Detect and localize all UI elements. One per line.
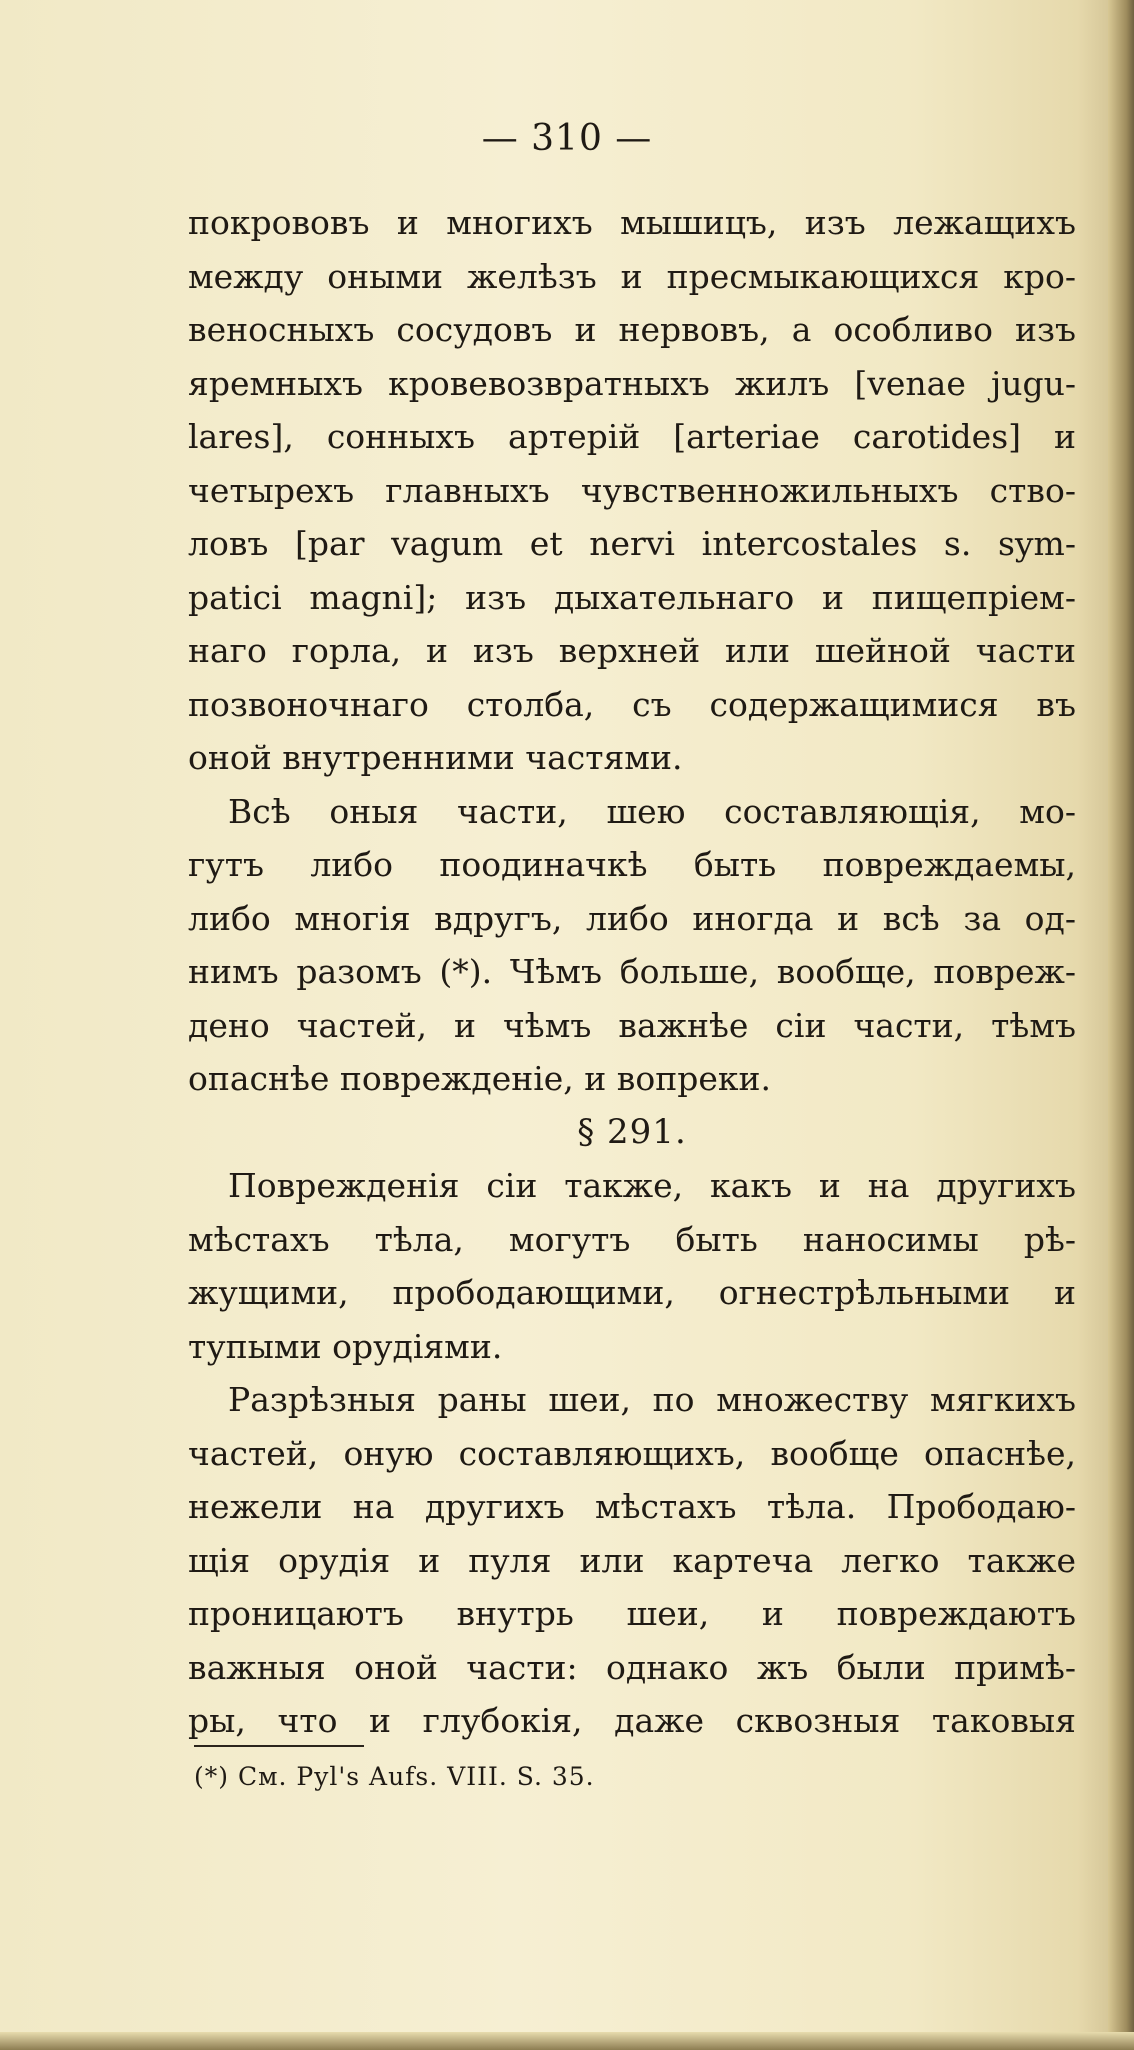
paragraph-3 <box>188 1159 1076 1373</box>
text-line: опаснѣе поврежденіе, и вопреки. <box>188 1059 771 1098</box>
text-line: lares], сонныхъ артерій [arteriae carotides] и <box>188 417 1076 456</box>
text-line: patici magni]; изъ дыхательнаго и пищепріем- <box>188 577 1076 617</box>
page-edge-right <box>1108 0 1134 2050</box>
text-line: Разрѣзныя раны шеи, по множеству мягкихъ <box>228 1380 1076 1419</box>
text-line: нимъ разомъ (*). Чѣмъ больше, вообще, повреж- <box>188 952 1076 991</box>
footnote: (*) См. Pyl's Aufs. VIII. S. 35. <box>194 1762 595 1791</box>
text-line: дено частей, и чѣмъ важнѣе сіи части, тѣмъ <box>188 1005 1076 1045</box>
text-line: Поврежденія сіи также, какъ и на другихъ <box>228 1166 1076 1205</box>
page-number: — 310 — <box>481 118 653 159</box>
text-line: жущими, прободающими, огнестрѣльными и <box>188 1273 1076 1312</box>
section-heading: § 291. <box>577 1111 687 1152</box>
text-line: Всѣ оныя части, шею составляющія, мо- <box>228 791 1076 831</box>
text-line: покрововъ и многихъ мышицъ, изъ лежащихъ <box>188 203 1076 242</box>
text-line: четырехъ главныхъ чувственножильныхъ ство- <box>188 470 1076 510</box>
text-line: мѣстахъ тѣла, могутъ быть наносимы рѣ- <box>188 1219 1076 1259</box>
text-line: частей, оную составляющихъ, вообще опаснѣе, <box>188 1433 1076 1473</box>
text-line: позвоночнаго столба, съ содержащимися въ <box>188 684 1076 724</box>
text-line: ловъ [par vagum et nervi intercostales s. sym- <box>188 524 1076 563</box>
text-line: проницаютъ внутрь шеи, и повреждаютъ <box>188 1594 1076 1633</box>
paragraph-2 <box>188 785 1076 1106</box>
text-line: ры, что и глубокія, даже сквозныя таковыя <box>188 1701 1076 1740</box>
text-line: щія орудія и пуля или картеча легко также <box>188 1540 1076 1580</box>
text-line: тупыми орудіями. <box>188 1326 503 1366</box>
text-line: оной внутренними частями. <box>188 738 683 777</box>
text-line: между оными желѣзъ и пресмыкающихся кро- <box>188 256 1076 296</box>
text-line: гутъ либо поодиначкѣ быть повреждаемы, <box>188 845 1076 884</box>
footnote-rule <box>194 1745 364 1747</box>
page-edge-bottom <box>0 2032 1134 2050</box>
text-line: яремныхъ кровевозвратныхъ жилъ [venae jugu- <box>188 363 1076 403</box>
body-text <box>188 196 1076 1748</box>
paragraph-1 <box>188 196 1076 785</box>
text-line: наго горла, и изъ верхней или шейной части <box>188 631 1076 670</box>
text-line: важныя оной части: однако жъ были примѣ- <box>188 1647 1076 1687</box>
text-line: нежели на другихъ мѣстахъ тѣла. Прободаю- <box>188 1487 1076 1526</box>
text-line: либо многія вдругъ, либо иногда и всѣ за од- <box>188 898 1076 938</box>
text-line: веносныхъ сосудовъ и нервовъ, а особливо изъ <box>188 310 1076 349</box>
paragraph-4 <box>188 1373 1076 1748</box>
